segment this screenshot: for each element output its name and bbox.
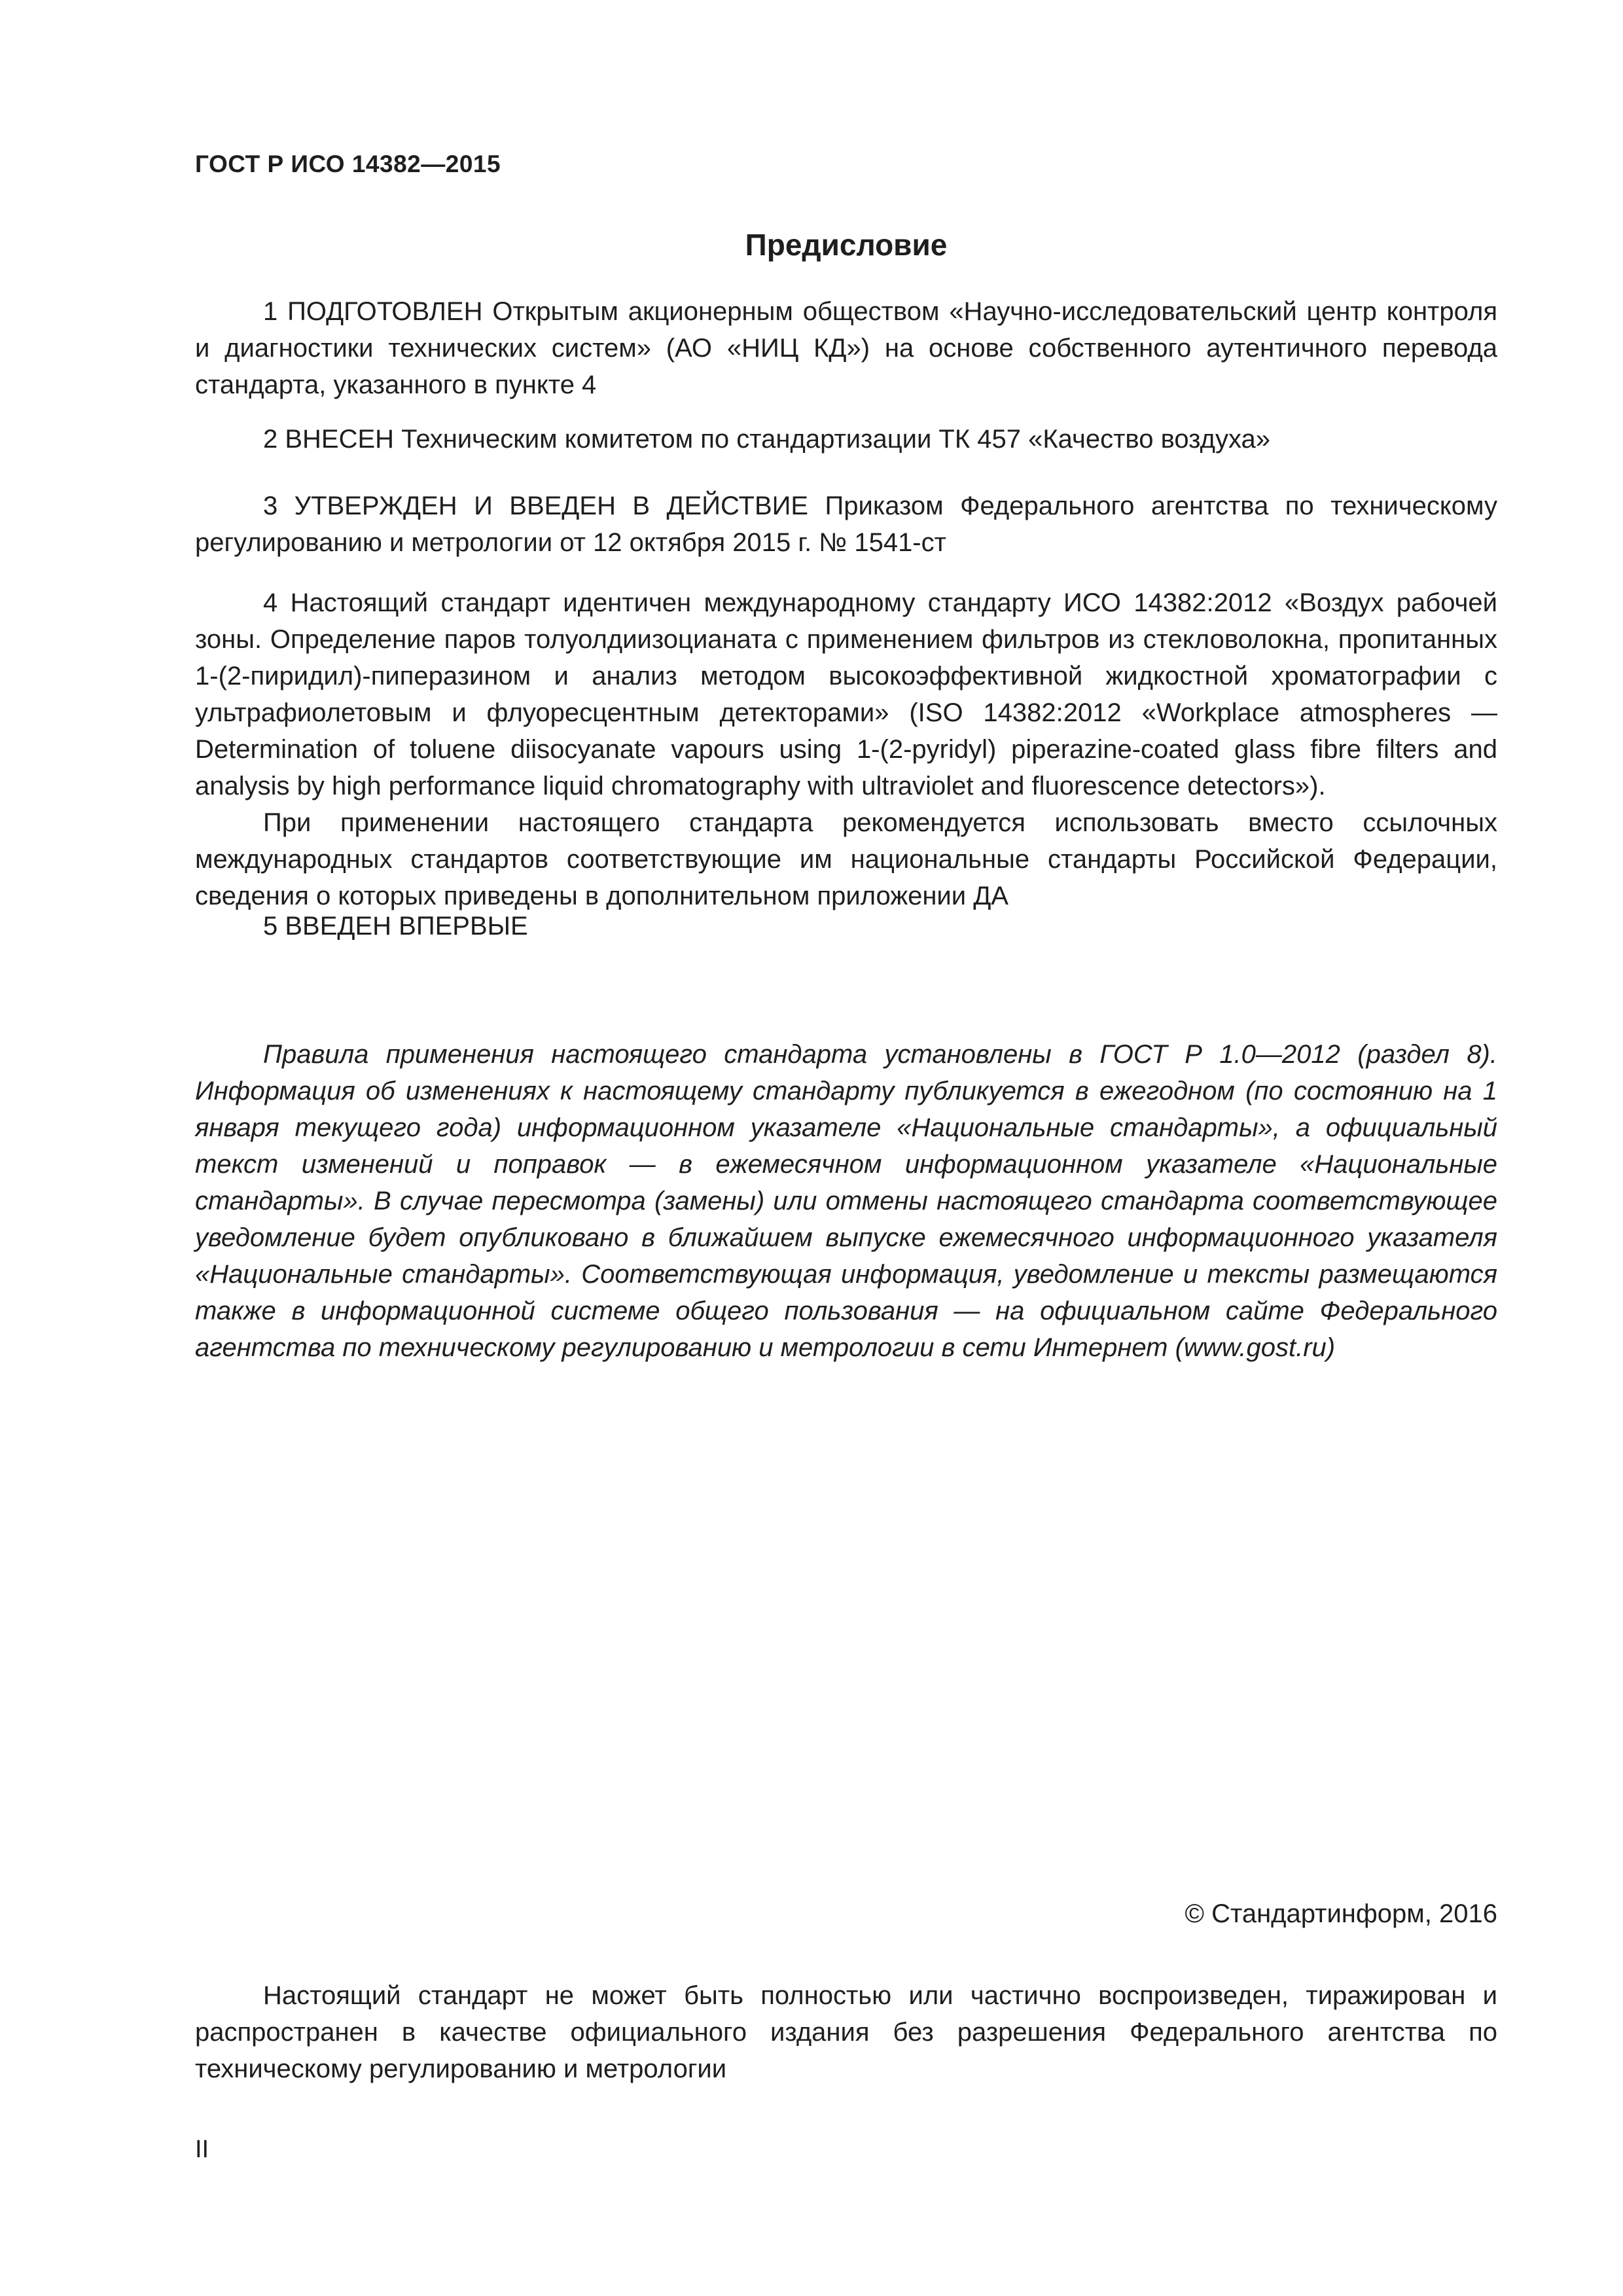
standard-code-header: ГОСТ Р ИСО 14382—2015: [195, 151, 501, 177]
copyright-line: © Стандартинформ, 2016: [1185, 1899, 1497, 1928]
foreword-item-3: [195, 488, 1497, 561]
foreword-item-3-text: 3 УТВЕРЖДЕН И ВВЕДЕН В ДЕЙСТВИЕ Приказом Федерального агентства по техническому регулированию и метрологии от 12 октября 2015 г. № 1541-ст: [195, 492, 1497, 557]
foreword-item-5: [195, 908, 1497, 944]
foreword-item-4-note: При применении настоящего стандарта рекомендуется использовать вместо ссылочных международных стандартов соответствующие им национальные стандарты Российской Федерации, сведения о которых приведены в дополнительном приложении ДА: [195, 808, 1497, 910]
foreword-item-5-text: 5 ВВЕДЕН ВПЕРВЫЕ: [263, 912, 528, 941]
reproduction-notice: [195, 1977, 1497, 2087]
foreword-item-2-text: 2 ВНЕСЕН Техническим комитетом по стандартизации ТК 457 «Качество воздуха»: [263, 425, 1271, 454]
page-title: Предисловие: [745, 228, 948, 262]
rules-notice: [195, 1036, 1497, 1366]
reproduction-notice-text: Настоящий стандарт не может быть полностью или частично воспроизведен, тиражирован и распространен в качестве официального издания без разрешения Федерального агентства по техническому регулированию и метрологии: [195, 1981, 1497, 2083]
foreword-item-4: [195, 584, 1497, 914]
page-number: II: [195, 2136, 209, 2163]
foreword-item-1: [195, 293, 1497, 403]
foreword-item-1-text: 1 ПОДГОТОВЛЕН Открытым акционерным обществом «Научно-исследовательский центр контроля и диагностики технических систем» (АО «НИЦ КД») на основе собственного аутентичного перевода стандарта, указанного в пункте 4: [195, 297, 1497, 399]
rules-notice-text: Правила применения настоящего стандарта установлены в ГОСТ Р 1.0—2012 (раздел 8). Информация об изменениях к настоящему стандарту публикуется в ежегодном (по состоянию на 1 января текущего года) информационном указателе «Национальные стандарты», а официальный текст изменений и поправок — в ежемесячном информационном указателе «Национальные стандарты». В случае пересмотра (замены) или отмены настоящего стандарта соответствующее уведомление будет опубликовано в ближайшем выпуске ежемесячного информационного указателя «Национальные стандарты». Соответствующая информация, уведомление и тексты размещаются также в информационной системе общего пользования — на официальном сайте Федерального агентства по техническому регулированию и метрологии в сети Интернет (www.gost.ru): [195, 1040, 1497, 1362]
foreword-item-2: [195, 421, 1497, 457]
foreword-item-4-text: 4 Настоящий стандарт идентичен международному стандарту ИСО 14382:2012 «Воздух рабочей зоны. Определение паров толуолдиизоцианата с применением фильтров из стекловолокна, пропитанных 1-(2-пиридил)-пиперазином и анализ методом высокоэффективной жидкостной хроматографии с ультрафиолетовым и флуоресцентным детекторами» (ISO 14382:2012 «Workplace atmospheres — Determination of toluene diisocyanate vapours using 1-(2-pyridyl) piperazine-coated glass fibre filters and analysis by high performance liquid chromatography with ultraviolet and fluorescence detectors»).: [195, 588, 1497, 800]
